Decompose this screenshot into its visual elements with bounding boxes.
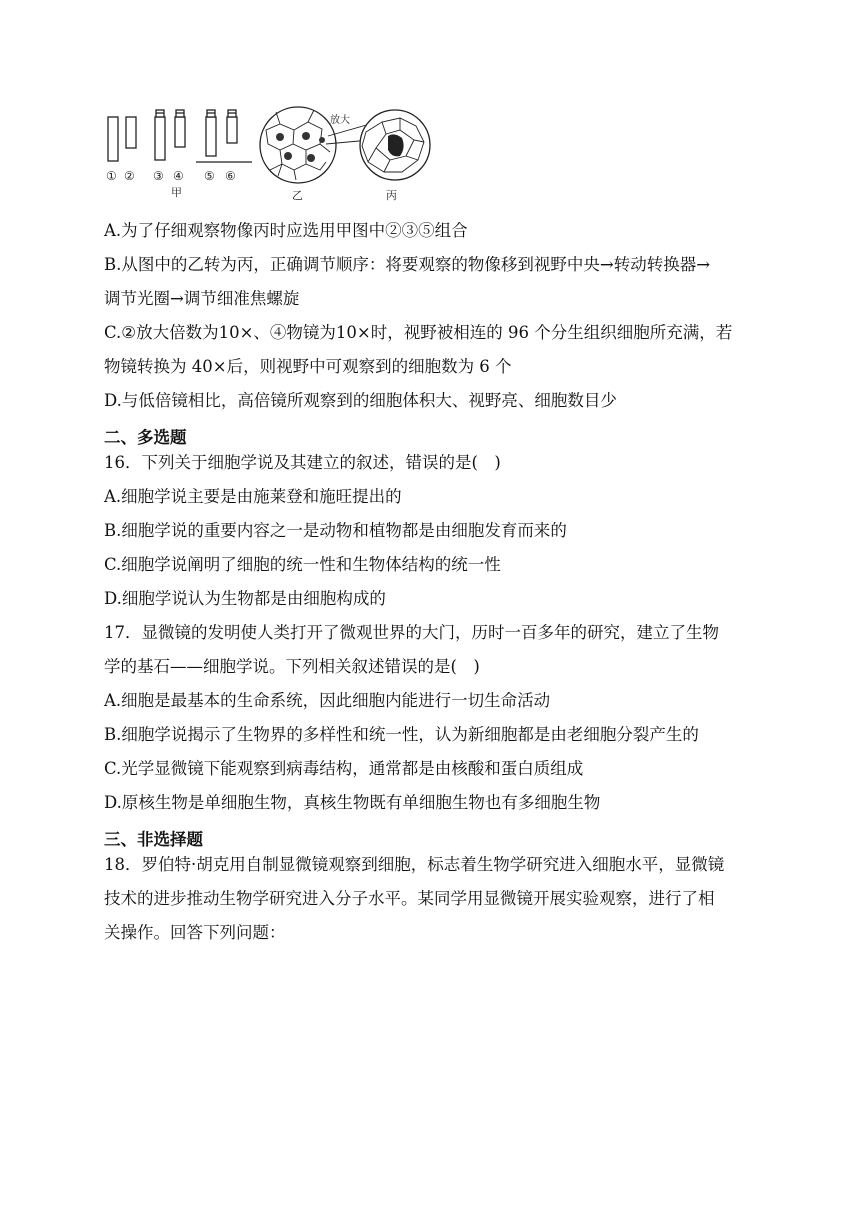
label-jia: 甲 xyxy=(171,186,182,199)
label-lens-2: ② xyxy=(124,169,135,183)
label-lens-5: ⑤ xyxy=(204,169,215,183)
q18-line1: 18．罗伯特·胡克用自制显微镜观察到细胞，标志着生物学研究进入细胞水平，显微镜 xyxy=(104,855,725,874)
label-lens-6: ⑥ xyxy=(225,169,236,183)
q17-option-a: A.细胞是最基本的生命系统，因此细胞内能进行一切生命活动 xyxy=(104,691,551,710)
field-of-view-yi xyxy=(260,107,336,183)
label-yi: 乙 xyxy=(292,189,303,202)
lens-3-objective xyxy=(155,110,165,160)
q17-option-b: B.细胞学说揭示了生物界的多样性和统一性，认为新细胞都是由老细胞分裂产生的 xyxy=(104,725,699,744)
label-bing: 丙 xyxy=(386,189,397,202)
section-title-non-choice: 三、非选择题 xyxy=(104,830,203,849)
lens-2-eyepiece xyxy=(126,117,136,148)
section-title-multi-choice: 二、多选题 xyxy=(104,428,187,447)
label-zoom: 放大 xyxy=(330,115,350,126)
q16-option-b: B.细胞学说的重要内容之一是动物和植物都是由细胞发育而来的 xyxy=(104,521,567,540)
lens-1-eyepiece xyxy=(108,117,118,161)
label-lens-4: ④ xyxy=(173,169,184,183)
q16-option-c: C.细胞学说阐明了细胞的统一性和生物体结构的统一性 xyxy=(104,555,501,574)
q15-option-b-line2: 调节光圈→调节细准焦螺旋 xyxy=(104,289,300,308)
q15-option-c-line2: 物镜转换为 40×后，则视野中可观察到的细胞数为 6 个 xyxy=(104,357,512,376)
q16-option-a: A.细胞学说主要是由施莱登和施旺提出的 xyxy=(104,487,402,506)
label-lens-1: ① xyxy=(106,169,117,183)
label-lens-3: ③ xyxy=(153,169,164,183)
lens-4-objective xyxy=(175,110,185,147)
q17-option-c: C.光学显微镜下能观察到病毒结构，通常都是由核酸和蛋白质组成 xyxy=(104,759,584,778)
microscope-figure xyxy=(100,100,440,208)
q17-stem-line2: 学的基石——细胞学说。下列相关叙述错误的是( ) xyxy=(104,657,480,676)
q15-option-a: A.为了仔细观察物像丙时应选用甲图中②③⑤组合 xyxy=(104,221,468,240)
q18-line2: 技术的进步推动生物学研究进入分子水平。某同学用显微镜开展实验观察，进行了相 xyxy=(104,889,715,908)
q16-stem: 16．下列关于细胞学说及其建立的叙述，错误的是( ) xyxy=(104,453,501,472)
q17-option-d: D.原核生物是单细胞生物，真核生物既有单细胞生物也有多细胞生物 xyxy=(104,793,601,812)
lens-6-objective xyxy=(227,110,237,143)
q18-line3: 关操作。回答下列问题： xyxy=(104,923,286,942)
q17-stem-line1: 17．显微镜的发明使人类打开了微观世界的大门，历时一百多年的研究，建立了生物 xyxy=(104,623,719,642)
magnified-view-bing xyxy=(360,110,430,180)
lens-5-objective xyxy=(206,110,216,156)
q15-option-d: D.与低倍镜相比，高倍镜所观察到的细胞体积大、视野亮、细胞数目少 xyxy=(104,391,617,410)
q16-option-d: D.细胞学说认为生物都是由细胞构成的 xyxy=(104,589,386,608)
q15-option-b-line1: B.从图中的乙转为丙，正确调节顺序：将要观察的物像移到视野中央→转动转换器→ xyxy=(104,255,711,274)
q15-option-c-line1: C.②放大倍数为10×、④物镜为10×时，视野被相连的 96 个分生组织细胞所充满，若 xyxy=(104,323,733,342)
